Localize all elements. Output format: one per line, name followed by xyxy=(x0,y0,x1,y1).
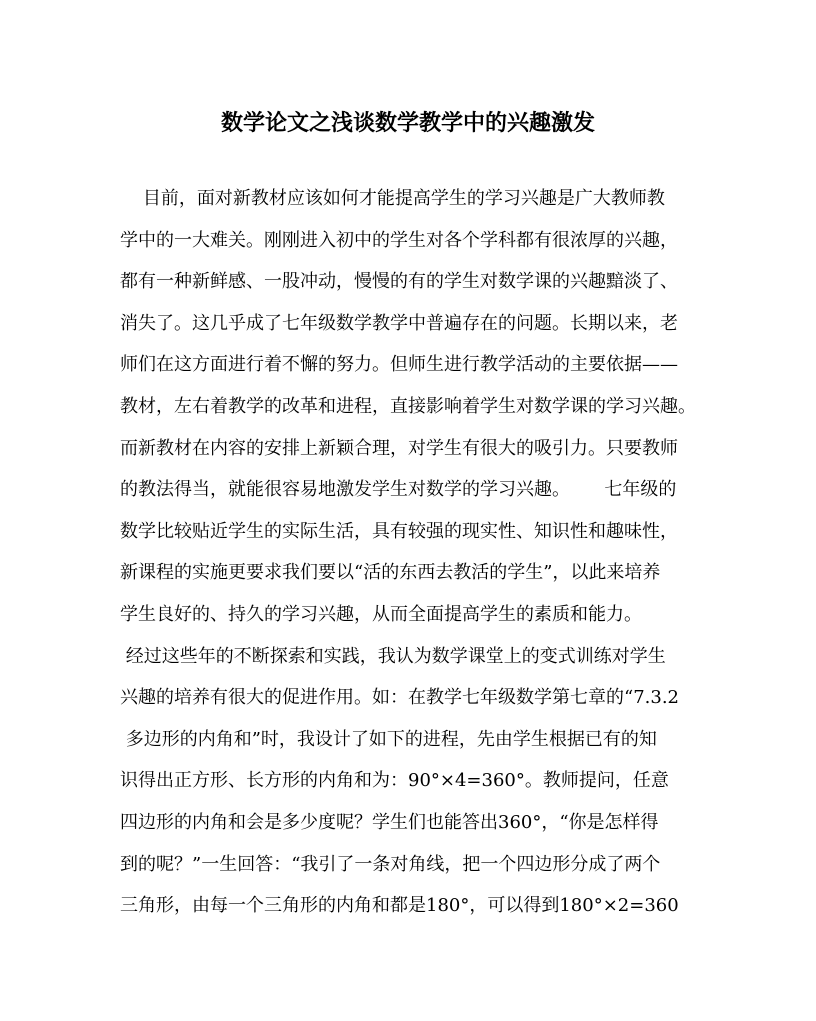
body-line: 消失了。这几乎成了七年级数学教学中普遍存在的问题。长期以来，老 xyxy=(120,312,678,334)
body-line: 识得出正方形、长方形的内角和为：90°×4=360°。教师提问，任意 xyxy=(120,770,669,792)
body-line: 而新教材在内容的安排上新颖合理，对学生有很大的吸引力。只要教师 xyxy=(120,437,678,459)
body-line: 兴趣的培养有很大的促进作用。如：在教学七年级数学第七章的“7.3.2 xyxy=(120,687,679,709)
body-line: 多边形的内角和”时，我设计了如下的进程，先由学生根据已有的知 xyxy=(120,728,657,750)
body-line: 数学比较贴近学生的实际生活，具有较强的现实性、知识性和趣味性， xyxy=(120,520,678,542)
document-body xyxy=(120,178,720,927)
body-line: 三角形，由每一个三角形的内角和都是180°，可以得到180°×2=360 xyxy=(120,895,679,917)
body-line: 师们在这方面进行着不懈的努力。但师生进行教学活动的主要依据—— xyxy=(120,354,678,376)
body-line: 都有一种新鲜感、一股冲动，慢慢的有的学生对数学课的兴趣黯淡了、 xyxy=(120,271,678,293)
body-line: 学生良好的、持久的学习兴趣，从而全面提高学生的素质和能力。 xyxy=(120,603,642,625)
body-line: 新课程的实施更要求我们要以“活的东西去教活的学生”，以此来培养 xyxy=(120,562,661,584)
body-line: 四边形的内角和会是多少度呢？学生们也能答出360°，“你是怎样得 xyxy=(120,811,659,833)
body-line: 经过这些年的不断探索和实践，我认为数学课堂上的变式训练对学生 xyxy=(120,645,666,667)
body-line: 学中的一大难关。刚刚进入初中的学生对各个学科都有很浓厚的兴趣， xyxy=(120,229,678,251)
body-line: 的教法得当，就能很容易地激发学生对数学的学习兴趣。 七年级的 xyxy=(120,479,677,501)
body-line: 目前，面对新教材应该如何才能提高学生的学习兴趣是广大教师教 xyxy=(120,188,665,209)
body-line: 教材，左右着教学的改革和进程，直接影响着学生对数学课的学习兴趣。 xyxy=(120,395,696,417)
body-line: 到的呢？”一生回答：“我引了一条对角线，把一个四边形分成了两个 xyxy=(120,853,661,875)
document-title: 数学论文之浅谈数学教学中的兴趣激发 xyxy=(220,110,595,136)
